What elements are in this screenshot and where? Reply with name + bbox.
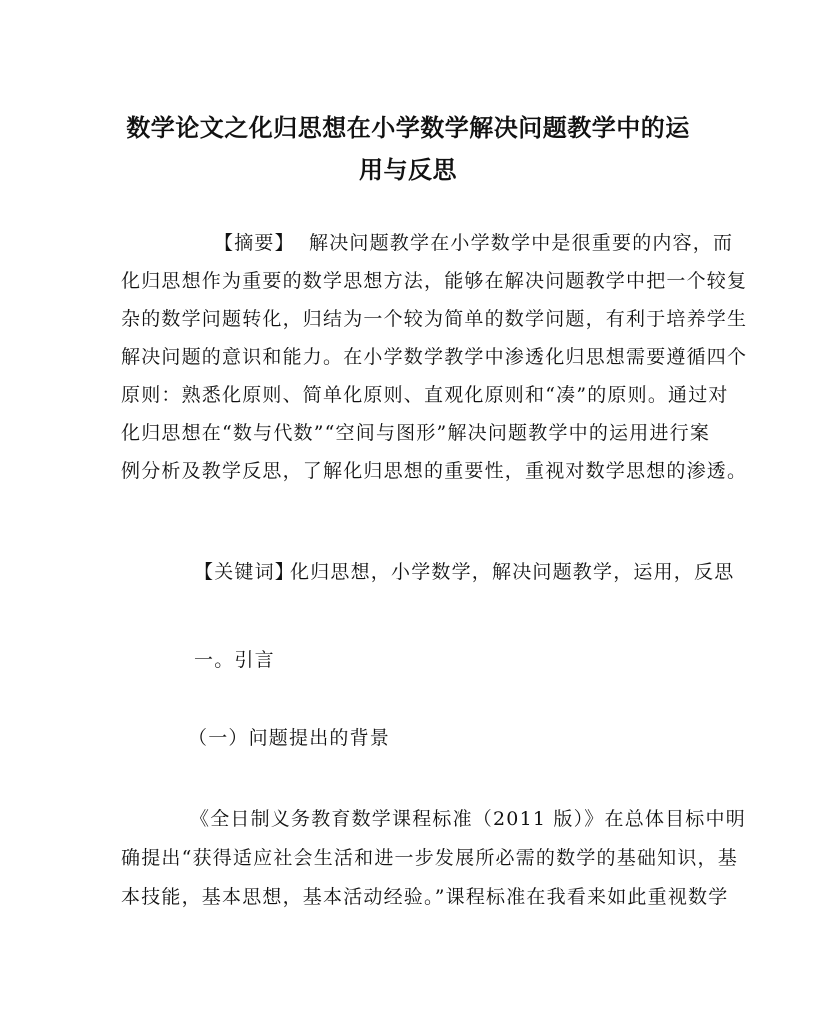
abstract-line-3: 杂的数学问题转化，归结为一个较为简单的数学问题，有利于培养学生 (121, 308, 748, 330)
subsection-heading: （一）问题提出的背景 (188, 727, 391, 749)
title-line-1: 数学论文之化归思想在小学数学解决问题教学中的运 (126, 113, 690, 142)
body-line-3: 本技能，基本思想，基本活动经验。”课程标准在我看来如此重视数学 (121, 886, 729, 908)
abstract-line-6: 化归思想在“数与代数”“空间与图形”解决问题教学中的运用进行案 (121, 422, 711, 444)
section-heading: 一。引言 (194, 649, 275, 671)
keywords-label: 【关键词】 (194, 561, 296, 583)
abstract-line-7: 例分析及教学反思，了解化归思想的重要性，重视对数学思想的渗透。 (121, 460, 748, 482)
abstract-line-5: 原则：熟悉化原则、简单化原则、直观化原则和“凑”的原则。通过对 (121, 384, 729, 406)
abstract-line-4: 解决问题的意识和能力。在小学数学教学中渗透化归思想需要遵循四个 (121, 346, 748, 368)
abstract-label: 【摘要】 (214, 232, 295, 254)
keywords-text: 化归思想，小学数学，解决问题教学，运用，反思 (290, 561, 735, 583)
abstract-line-2: 化归思想作为重要的数学思想方法，能够在解决问题教学中把一个较复 (121, 270, 748, 292)
body-line-1: 《全日制义务教育数学课程标准（2011 版）》在总体目标中明 (190, 808, 746, 830)
title-line-2: 用与反思 (359, 155, 457, 184)
abstract-line-1: 解决问题教学在小学数学中是很重要的内容，而 (309, 232, 734, 254)
body-line-2: 确提出“获得适应社会生活和进一步发展所必需的数学的基础知识，基 (121, 847, 738, 869)
